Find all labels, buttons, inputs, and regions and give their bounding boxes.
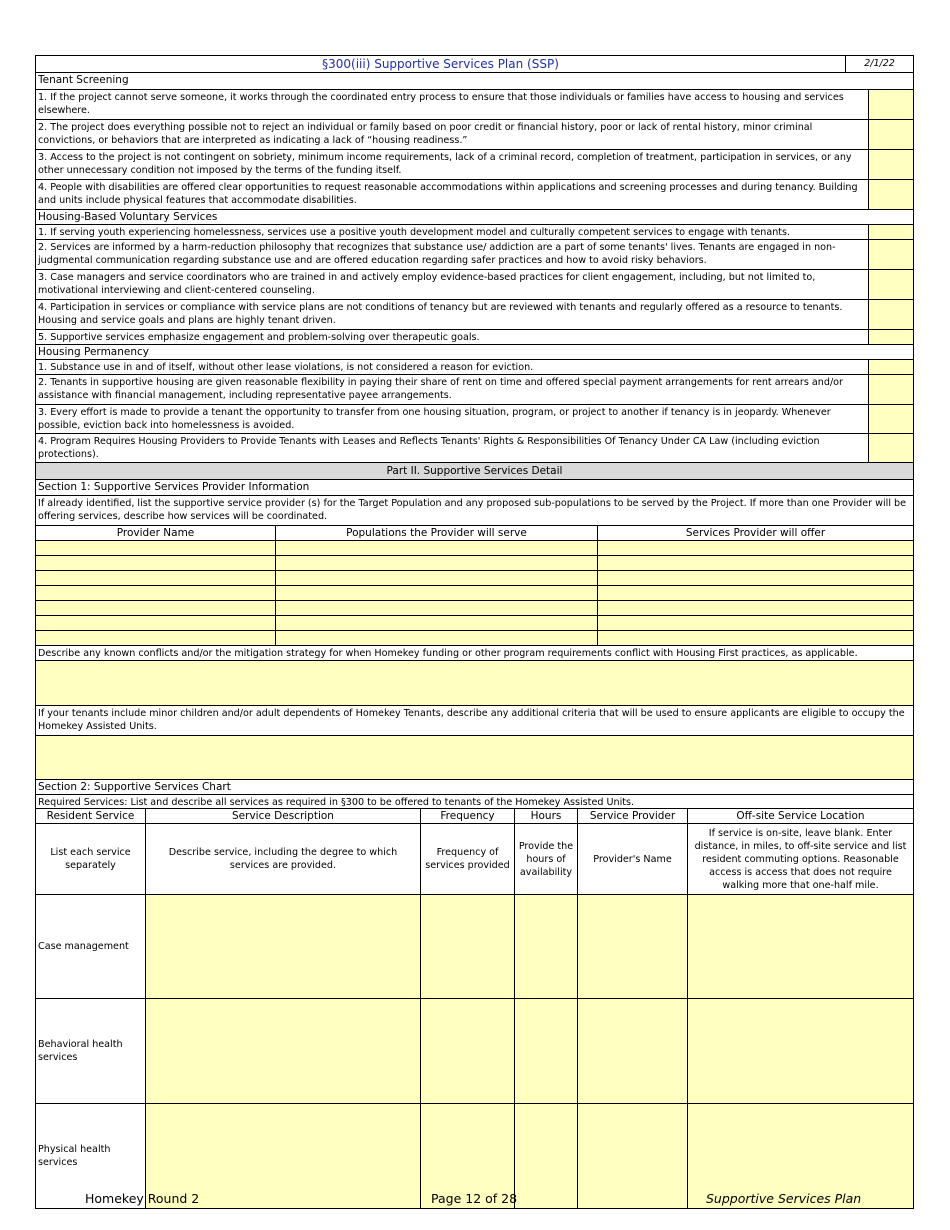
service-description-cell[interactable]	[145, 998, 421, 1104]
section-heading-housing-permanency: Housing Permanency	[35, 344, 914, 360]
service-row-label	[35, 894, 146, 999]
section1-heading: Section 1: Supportive Services Provider Information	[35, 479, 914, 496]
section-heading-voluntary-services: Housing-Based Voluntary Services	[35, 209, 914, 225]
column-header-provider-name: Provider Name	[35, 525, 276, 541]
instruction-offsite-location	[687, 823, 914, 895]
section2-heading: Section 2: Supportive Services Chart	[35, 779, 914, 795]
footer-page-number: Page 12 of 28	[431, 1191, 518, 1206]
provider-populations-cell[interactable]	[275, 570, 598, 586]
criterion-response-cell[interactable]	[868, 149, 914, 180]
column-header-service-provider: Service Provider	[577, 808, 688, 824]
instruction-text: Provider's Name	[593, 853, 672, 865]
provider-populations-cell[interactable]	[275, 630, 598, 646]
service-provider-cell[interactable]	[577, 894, 688, 999]
service-provider-cell[interactable]	[577, 998, 688, 1104]
provider-name-cell[interactable]	[35, 540, 276, 556]
provider-name-cell[interactable]	[35, 630, 276, 646]
column-header-service-description: Service Description	[145, 808, 421, 824]
criterion-text: 5. Supportive services emphasize engagement and problem-solving over therapeutic goals.	[35, 329, 869, 345]
instruction-service-description	[145, 823, 421, 895]
criterion-text: 4. Program Requires Housing Providers to Provide Tenants with Leases and Reflects Tenants' Rights & Responsibilities Of Tenancy Under CA Law (including eviction protections).	[35, 433, 869, 463]
criterion-response-cell[interactable]	[868, 179, 914, 210]
section1-instructions: If already identified, list the supportive service provider (s) for the Target Population and any proposed sub-populations to be served by the Project. If more than one Provider will be offering services, describe how services will be coordinated.	[35, 495, 914, 526]
provider-populations-cell[interactable]	[275, 615, 598, 631]
provider-services-cell[interactable]	[597, 585, 914, 601]
conflicts-response-field[interactable]	[35, 660, 914, 706]
instruction-text: List each service separately	[50, 847, 131, 871]
criterion-text: 4. Participation in services or compliance with service plans are not conditions of tenancy but are reviewed with tenants and regularly offered as a resource to tenants. Housing and service goals and plans are highly tenant driven.	[35, 299, 869, 330]
footer-left: Homekey Round 2	[85, 1191, 200, 1206]
service-row-label	[35, 998, 146, 1104]
service-description-cell[interactable]	[145, 894, 421, 999]
instruction-text: Provide the hours of availability	[518, 840, 574, 878]
service-hours-cell[interactable]	[514, 998, 578, 1104]
criterion-text: 2. The project does everything possible not to reject an individual or family based on poor credit or financial history, poor or lack of rental history, minor criminal convictions, or behaviors that are interpreted as indicating a lack of “housing readiness.”	[35, 119, 869, 150]
criterion-text: 3. Access to the project is not contingent on sobriety, minimum income requirements, lack of a criminal record, completion of treatment, participation in services, or any other unnecessary condition not imposed by the terms of the funding itself.	[35, 149, 869, 180]
service-name: Case management	[38, 941, 129, 952]
column-header-populations: Populations the Provider will serve	[275, 525, 598, 541]
instruction-service-provider	[577, 823, 688, 895]
criterion-response-cell[interactable]	[868, 374, 914, 405]
provider-name-cell[interactable]	[35, 600, 276, 616]
provider-services-cell[interactable]	[597, 600, 914, 616]
column-header-hours: Hours	[514, 808, 578, 824]
criterion-text: 3. Every effort is made to provide a tenant the opportunity to transfer from one housing situation, program, or project to another if tenancy is in jeopardy. Whenever possible, eviction back into homelessness is avoided.	[35, 404, 869, 434]
footer-right: Supportive Services Plan	[706, 1191, 862, 1206]
criterion-text: 4. People with disabilities are offered clear opportunities to request reasonable accommodations within applications and screening processes and during tenancy. Building and units include physical features that accommodate disabilities.	[35, 179, 869, 210]
criterion-response-cell[interactable]	[868, 224, 914, 240]
criterion-response-cell[interactable]	[868, 329, 914, 345]
criterion-response-cell[interactable]	[868, 269, 914, 300]
criterion-text: 2. Tenants in supportive housing are given reasonable flexibility in paying their share of rent on time and offered special payment arrangements for rent arrears and/or assistance with financial management, including representative payee arrangements.	[35, 374, 869, 405]
provider-name-cell[interactable]	[35, 615, 276, 631]
service-name: Behavioral health services	[38, 1039, 123, 1063]
provider-services-cell[interactable]	[597, 555, 914, 571]
section2-required-text: Required Services: List and describe all services as required in §300 to be offered to tenants of the Homekey Assisted Units.	[35, 794, 914, 809]
page-title: §300(iii) Supportive Services Plan (SSP)	[35, 55, 846, 73]
provider-services-cell[interactable]	[597, 570, 914, 586]
provider-services-cell[interactable]	[597, 615, 914, 631]
column-header-services-offered: Services Provider will offer	[597, 525, 914, 541]
criterion-response-cell[interactable]	[868, 299, 914, 330]
criterion-response-cell[interactable]	[868, 404, 914, 434]
service-location-cell[interactable]	[687, 894, 914, 999]
service-frequency-cell[interactable]	[420, 894, 515, 999]
criterion-response-cell[interactable]	[868, 433, 914, 463]
service-frequency-cell[interactable]	[420, 998, 515, 1104]
criterion-response-cell[interactable]	[868, 119, 914, 150]
provider-populations-cell[interactable]	[275, 600, 598, 616]
service-name: Physical health services	[38, 1144, 111, 1168]
minors-criteria-response-field[interactable]	[35, 735, 914, 780]
provider-populations-cell[interactable]	[275, 555, 598, 571]
form-date: 2/1/22	[845, 55, 914, 73]
provider-name-cell[interactable]	[35, 585, 276, 601]
criterion-response-cell[interactable]	[868, 89, 914, 120]
criterion-text: 1. If the project cannot serve someone, it works through the coordinated entry process to ensure that those individuals or families have access to housing and services elsewhere.	[35, 89, 869, 120]
instruction-frequency	[420, 823, 515, 895]
instruction-text: If service is on-site, leave blank. Enter distance, in miles, to off-site service and list resident commuting options. Reasonable access is access that does not require walking more that one-half mile.	[694, 827, 907, 891]
column-header-frequency: Frequency	[420, 808, 515, 824]
criterion-text: 3. Case managers and service coordinators who are trained in and actively employ evidence-based practices for client engagement, including, but not limited to, motivational interviewing and client-centered counseling.	[35, 269, 869, 300]
conflicts-prompt: Describe any known conflicts and/or the mitigation strategy for when Homekey funding or other program requirements conflict with Housing First practices, as applicable.	[35, 645, 914, 661]
column-header-resident-service: Resident Service	[35, 808, 146, 824]
minors-criteria-prompt: If your tenants include minor children and/or adult dependents of Homekey Tenants, describe any additional criteria that will be used to ensure applicants are eligible to occupy the Homekey Assisted Units.	[35, 705, 914, 736]
provider-services-cell[interactable]	[597, 630, 914, 646]
provider-name-cell[interactable]	[35, 555, 276, 571]
instruction-text: Frequency of services provided	[425, 847, 510, 871]
instruction-text: Describe service, including the degree to which services are provided.	[168, 847, 398, 871]
part2-heading: Part II. Supportive Services Detail	[35, 462, 914, 480]
section-heading-tenant-screening: Tenant Screening	[35, 72, 914, 90]
service-location-cell[interactable]	[687, 998, 914, 1104]
column-header-offsite-location: Off-site Service Location	[687, 808, 914, 824]
criterion-response-cell[interactable]	[868, 239, 914, 270]
instruction-resident-service	[35, 823, 146, 895]
criterion-text: 1. If serving youth experiencing homelessness, services use a positive youth development model and culturally competent services to engage with tenants.	[35, 224, 869, 240]
provider-name-cell[interactable]	[35, 570, 276, 586]
criterion-text: 1. Substance use in and of itself, without other lease violations, is not considered a reason for eviction.	[35, 359, 869, 375]
service-hours-cell[interactable]	[514, 894, 578, 999]
criterion-response-cell[interactable]	[868, 359, 914, 375]
provider-populations-cell[interactable]	[275, 585, 598, 601]
instruction-hours	[514, 823, 578, 895]
provider-services-cell[interactable]	[597, 540, 914, 556]
service-hours-cell[interactable]	[514, 1103, 578, 1209]
service-provider-cell[interactable]	[577, 1103, 688, 1209]
provider-populations-cell[interactable]	[275, 540, 598, 556]
criterion-text: 2. Services are informed by a harm-reduction philosophy that recognizes that substance use/ addiction are a part of some tenants' lives. Tenants are engaged in non-judgmental communication regarding substance use and are offered education regarding safer practices and how to avoid risky behaviors.	[35, 239, 869, 270]
